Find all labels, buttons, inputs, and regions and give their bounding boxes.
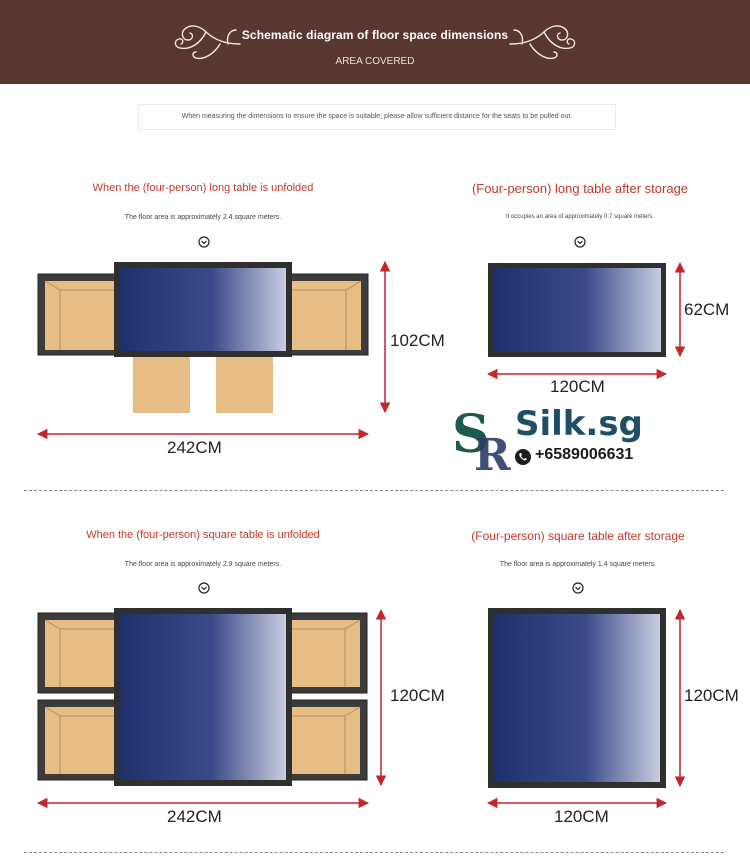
panel-1-height-label: 102CM — [390, 331, 445, 350]
panel-3-area: The floor area is approximately 2.9 square meters. — [124, 561, 282, 568]
panel-2-title: (Four-person) long table after storage — [471, 181, 689, 196]
panel-2-width-label: 120CM — [550, 377, 605, 396]
panel-2-area: It occupies an area of approximately 0.7 square meters. — [505, 214, 655, 220]
header-subtitle: AREA COVERED — [335, 56, 415, 67]
sofa-bottom-right — [287, 700, 367, 780]
measurement-notice: When measuring the dimensions to ensure the space is suitable, please allow sufficient distance for the seats to be pulled out. — [138, 104, 616, 130]
panel-4-title: (Four-person) square table after storage — [471, 529, 685, 543]
whatsapp-icon — [514, 448, 532, 466]
table-glass-top — [493, 268, 661, 352]
long-table-unfolded — [38, 262, 368, 413]
section-divider — [24, 490, 724, 491]
long-table-stored — [488, 263, 666, 357]
panel-3-title: When the (four-person) square table is unfolded — [86, 529, 320, 541]
panel-3-width-label: 242CM — [167, 807, 222, 826]
svg-text:R: R — [474, 430, 511, 474]
silk-logo-icon — [450, 402, 512, 474]
chevron-down-icon — [199, 583, 209, 593]
sofa-bottom-left — [38, 700, 120, 780]
panel-4-height-label: 120CM — [684, 686, 739, 705]
section-divider — [24, 852, 724, 853]
sofa-top-left — [38, 613, 120, 693]
chevron-down-icon — [199, 237, 209, 247]
header-title: Schematic diagram of floor space dimensions — [241, 28, 509, 42]
sofa-top-right — [287, 613, 367, 693]
table-glass-top — [120, 268, 286, 351]
stool — [216, 356, 273, 413]
panel-1-title: When the (four-person) long table is unfolded — [92, 182, 314, 194]
chevron-down-icon — [573, 583, 583, 593]
panel-1-width-label: 242CM — [167, 438, 222, 457]
panel-4-width-label: 120CM — [554, 807, 609, 826]
table-glass-top — [120, 614, 286, 780]
chevron-down-icon — [575, 237, 585, 247]
panel-3-height-label: 120CM — [390, 686, 445, 705]
sofa-left — [38, 274, 118, 355]
panel-4-area: The floor area is approximately 1.4 square meters. — [499, 561, 657, 568]
stool — [133, 356, 190, 413]
svg-text:S: S — [452, 404, 490, 465]
silk-sg-watermark — [450, 402, 643, 474]
panel-2-height-label: 62CM — [684, 300, 730, 319]
table-glass-top — [494, 614, 660, 782]
sofa-right — [290, 274, 368, 355]
square-table-stored — [488, 608, 666, 788]
panel-1-area: The floor area is approximately 2.4 square meters. — [124, 214, 282, 221]
watermark-site: Silk.sg — [515, 404, 643, 444]
square-table-unfolded — [38, 608, 367, 786]
watermark-phone: +6589006631 — [535, 446, 634, 463]
